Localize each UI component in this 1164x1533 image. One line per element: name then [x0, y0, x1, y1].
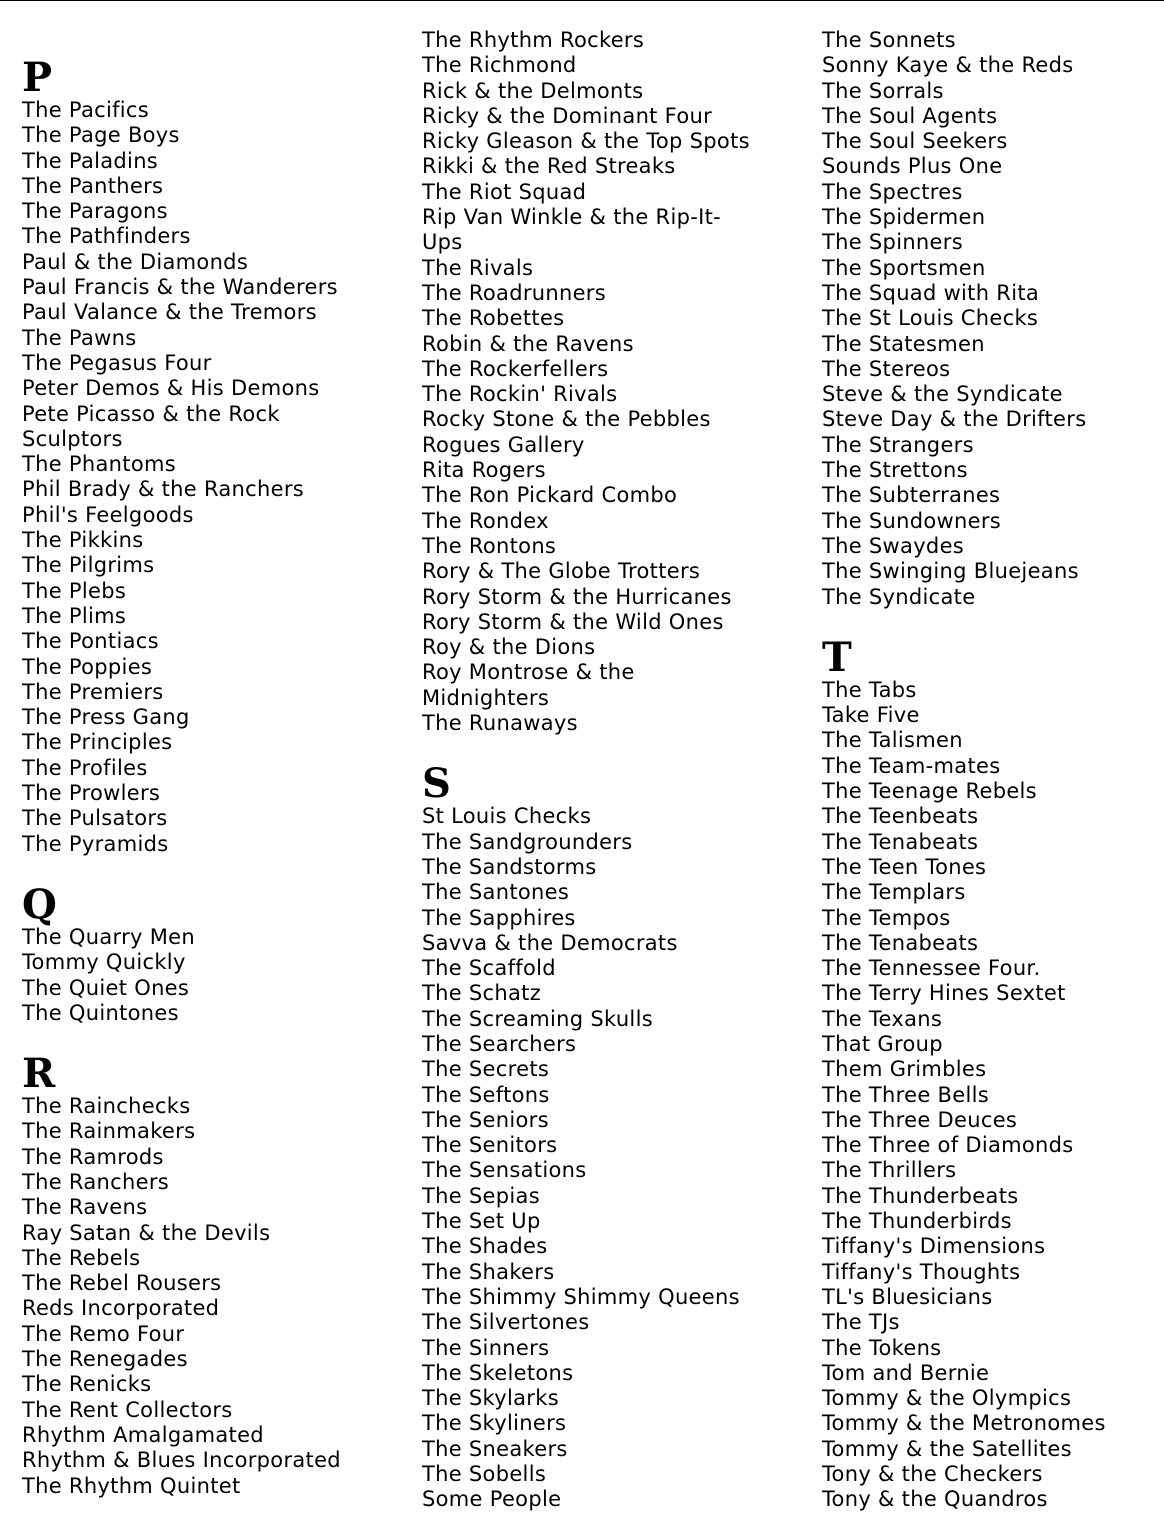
band-name: Reds Incorporated [22, 1296, 220, 1321]
section-continued [422, 28, 812, 736]
section-t [822, 633, 1164, 1513]
band-name: Rhythm & Blues Incorporated [22, 1448, 341, 1473]
band-name: The Shakers [422, 1259, 555, 1284]
band-name: The Tempos [822, 905, 951, 930]
top-rule [0, 0, 1164, 1]
band-name: The Thrillers [822, 1158, 957, 1183]
band-name: The Quiet Ones [22, 975, 190, 1000]
band-name: The Spidermen [822, 205, 986, 230]
band-name: Ricky & the Dominant Four [422, 103, 713, 128]
section-spacer [22, 1026, 412, 1054]
section-letter-heading: R [22, 1050, 56, 1098]
band-name: The Spectres [822, 179, 963, 204]
band-name: The Rebel Rousers [22, 1271, 222, 1296]
section-spacer [422, 736, 812, 764]
section-continued [822, 28, 1164, 610]
band-name: Rikki & the Red Streaks [422, 154, 676, 179]
band-name: The Renicks [22, 1372, 152, 1397]
band-name: The Teenage Rebels [822, 779, 1037, 804]
band-name: The Richmond [422, 53, 577, 78]
band-name: The Tokens [822, 1335, 942, 1360]
band-name: Rory & The Globe Trotters [422, 559, 701, 584]
band-name: The Subterranes [822, 483, 1001, 508]
band-name: The Rockerfellers [422, 356, 609, 381]
band-name: The Plims [22, 603, 127, 628]
band-name: Paul Francis & the Wanderers [22, 275, 338, 300]
section-spacer [22, 857, 412, 885]
band-name: The Stereos [822, 356, 951, 381]
band-name: The Thunderbirds [822, 1209, 1012, 1234]
section-letter-heading: T [822, 633, 852, 681]
band-name: The Rondex [422, 508, 549, 533]
band-name: The Strettons [822, 458, 968, 483]
band-name: The Robettes [422, 306, 565, 331]
band-name: The Phantoms [22, 452, 176, 477]
band-name: Tommy Quickly [22, 950, 186, 975]
band-name: The Secrets [422, 1057, 550, 1082]
band-name: The Searchers [422, 1031, 577, 1056]
band-name: The Ranchers [22, 1169, 169, 1194]
band-name: The Remo Four [22, 1321, 185, 1346]
band-name: The Rhythm Quintet [22, 1473, 241, 1498]
band-name: Rick & the Delmonts [422, 78, 644, 103]
band-name: The Profiles [22, 755, 148, 780]
band-name: The Pilgrims [22, 553, 155, 578]
band-name: Paul Valance & the Tremors [22, 300, 317, 325]
band-name: The Syndicate [822, 584, 976, 609]
band-name: The Shimmy Shimmy Queens [422, 1284, 740, 1309]
band-name: The Page Boys [22, 123, 180, 148]
band-name: The Silvertones [422, 1310, 590, 1335]
band-name: Ricky Gleason & the Top Spots [422, 129, 750, 154]
band-name: The Press Gang [22, 705, 190, 730]
band-name: Rory Storm & the Hurricanes [422, 584, 732, 609]
band-name: The Panthers [22, 173, 164, 198]
band-name: Robin & the Ravens [422, 331, 634, 356]
band-name: The Talismen [822, 728, 963, 753]
band-name: The Sonnets [822, 28, 956, 52]
band-name: The Quintones [22, 1000, 179, 1025]
band-name: The Rontons [422, 533, 557, 558]
band-name: The Pawns [22, 325, 137, 350]
band-name: Tony & the Checkers [822, 1462, 1043, 1487]
band-name: The Soul Seekers [822, 129, 1008, 154]
section-p [22, 54, 412, 857]
band-name: The Tabs [822, 677, 917, 702]
band-name: The Templars [822, 880, 966, 905]
band-name: The Three of Diamonds [822, 1133, 1074, 1158]
band-name: The Seftons [422, 1082, 550, 1107]
band-name: The Roadrunners [422, 280, 606, 305]
band-name: The Sundowners [822, 508, 1002, 533]
band-name: Tommy & the Olympics [822, 1386, 1072, 1411]
column-2 [422, 28, 812, 1513]
band-name: Phil's Feelgoods [22, 502, 194, 527]
band-name: The Rivals [422, 255, 534, 280]
section-r [22, 1050, 412, 1499]
band-name: St Louis Checks [422, 804, 592, 829]
band-name: The Plebs [22, 578, 127, 603]
section-letter-heading: S [422, 760, 451, 808]
band-name: The Skylarks [422, 1386, 559, 1411]
band-name: The Three Deuces [822, 1107, 1018, 1132]
band-name: Sounds Plus One [822, 154, 1003, 179]
band-name: The Rebels [22, 1245, 141, 1270]
band-name: The Texans [822, 1006, 943, 1031]
band-name: The Premiers [22, 679, 164, 704]
band-name: The Scaffold [422, 956, 556, 981]
band-name: The Screaming Skulls [422, 1006, 653, 1031]
band-name: The Sorrals [822, 78, 944, 103]
band-name: The Senitors [422, 1133, 558, 1158]
band-name: The Santones [422, 880, 570, 905]
band-name: The Quarry Men [22, 924, 195, 949]
band-name: Rita Rogers [422, 458, 546, 483]
band-name: The Tennessee Four. [822, 956, 1041, 981]
band-name: The Squad with Rita [822, 280, 1040, 305]
band-name: The Pyramids [22, 831, 169, 856]
band-name: Tiffany's Thoughts [822, 1259, 1021, 1284]
band-name: The Prowlers [22, 781, 161, 806]
band-name: The Swinging Bluejeans [822, 559, 1079, 584]
band-name: Phil Brady & the Ranchers [22, 477, 305, 502]
band-name: The Paragons [22, 199, 168, 224]
band-name: The Ravens [22, 1195, 148, 1220]
band-name: The Shades [422, 1234, 548, 1259]
band-name: The Strangers [822, 432, 974, 457]
band-name: The Thunderbeats [822, 1183, 1019, 1208]
band-name: The Pikkins [22, 528, 144, 553]
band-name: The Renegades [22, 1347, 188, 1372]
band-name: The Skeletons [422, 1360, 574, 1385]
section-spacer [822, 610, 1164, 638]
band-name: The Team-mates [822, 753, 1001, 778]
band-name: The Teen Tones [822, 854, 987, 879]
band-name: The Sapphires [422, 905, 576, 930]
band-name: TL's Bluesicians [822, 1284, 993, 1309]
band-name: The Terry Hines Sextet [822, 981, 1066, 1006]
band-name: The Rockin' Rivals [422, 382, 618, 407]
band-name: The Tenabeats [822, 829, 979, 854]
band-name: Tiffany's Dimensions [822, 1234, 1046, 1259]
band-name: The Sepias [422, 1183, 540, 1208]
band-name: Savva & the Democrats [422, 930, 678, 955]
band-name: The Sinners [422, 1335, 550, 1360]
band-name: Rogues Gallery [422, 432, 585, 457]
band-name: Steve & the Syndicate [822, 382, 1063, 407]
band-name: The Schatz [422, 981, 542, 1006]
band-name: The Pontiacs [22, 629, 159, 654]
section-s [422, 760, 812, 1512]
band-name: The Rhythm Rockers [422, 28, 645, 52]
band-name: The Rainmakers [22, 1119, 196, 1144]
column-3 [822, 28, 1164, 1513]
band-name: The St Louis Checks [822, 306, 1039, 331]
band-name: The Pegasus Four [22, 350, 212, 375]
band-name: Roy & the Dions [422, 635, 596, 660]
band-name: Ray Satan & the Devils [22, 1220, 271, 1245]
band-name: The Sandgrounders [422, 829, 633, 854]
band-name: The Runaways [422, 711, 578, 736]
band-name: The Sensations [422, 1158, 587, 1183]
section-letter-heading: P [22, 54, 53, 101]
band-name: The TJs [822, 1310, 900, 1335]
band-name: Roy Montrose & the Midnighters [422, 660, 635, 710]
section-letter-heading: Q [22, 880, 57, 928]
band-name: Take Five [822, 703, 920, 728]
band-name: The Poppies [22, 654, 153, 679]
band-name: Tommy & the Metronomes [822, 1411, 1106, 1436]
band-name: The Seniors [422, 1107, 549, 1132]
band-name: Steve Day & the Drifters [822, 407, 1087, 432]
band-name: The Sneakers [422, 1436, 568, 1461]
band-name: The Tenabeats [822, 930, 979, 955]
band-name: The Paladins [22, 148, 159, 173]
band-name: Peter Demos & His Demons [22, 376, 320, 401]
band-name: Rory Storm & the Wild Ones [422, 609, 724, 634]
band-name: Tom and Bernie [822, 1360, 990, 1385]
band-name: Rocky Stone & the Pebbles [422, 407, 711, 432]
column-1 [22, 54, 412, 1499]
band-name: The Ron Pickard Combo [422, 483, 678, 508]
band-name: Rhythm Amalgamated [22, 1422, 264, 1447]
band-name: The Ramrods [22, 1144, 164, 1169]
band-name: Pete Picasso & the Rock Sculptors [22, 401, 280, 451]
band-name: The Pacifics [22, 98, 150, 122]
band-name: Sonny Kaye & the Reds [822, 53, 1074, 78]
band-name: The Sportsmen [822, 255, 986, 280]
band-name: Tony & the Quandros [822, 1487, 1048, 1512]
band-name: Tommy & the Satellites [822, 1436, 1072, 1461]
band-name: The Teenbeats [822, 804, 979, 829]
band-name: The Skyliners [422, 1411, 567, 1436]
band-name: That Group [822, 1031, 943, 1056]
band-name: The Sobells [422, 1462, 547, 1487]
band-name: Them Grimbles [822, 1057, 987, 1082]
band-name: The Riot Squad [422, 179, 587, 204]
band-name: The Swaydes [822, 533, 965, 558]
band-name: The Statesmen [822, 331, 985, 356]
band-name: The Three Bells [822, 1082, 989, 1107]
band-name: Some People [422, 1487, 562, 1512]
band-name: The Sandstorms [422, 854, 597, 879]
band-name: The Rainchecks [22, 1094, 191, 1119]
band-name: The Set Up [422, 1209, 541, 1234]
band-name: The Spinners [822, 230, 963, 255]
band-name: Paul & the Diamonds [22, 249, 249, 274]
section-q [22, 880, 412, 1026]
band-name: The Principles [22, 730, 173, 755]
band-name: The Pathfinders [22, 224, 191, 249]
band-name: The Pulsators [22, 806, 168, 831]
band-name: Rip Van Winkle & the Rip-It-Ups [422, 205, 721, 255]
band-name: The Soul Agents [822, 103, 998, 128]
band-name: The Rent Collectors [22, 1397, 233, 1422]
